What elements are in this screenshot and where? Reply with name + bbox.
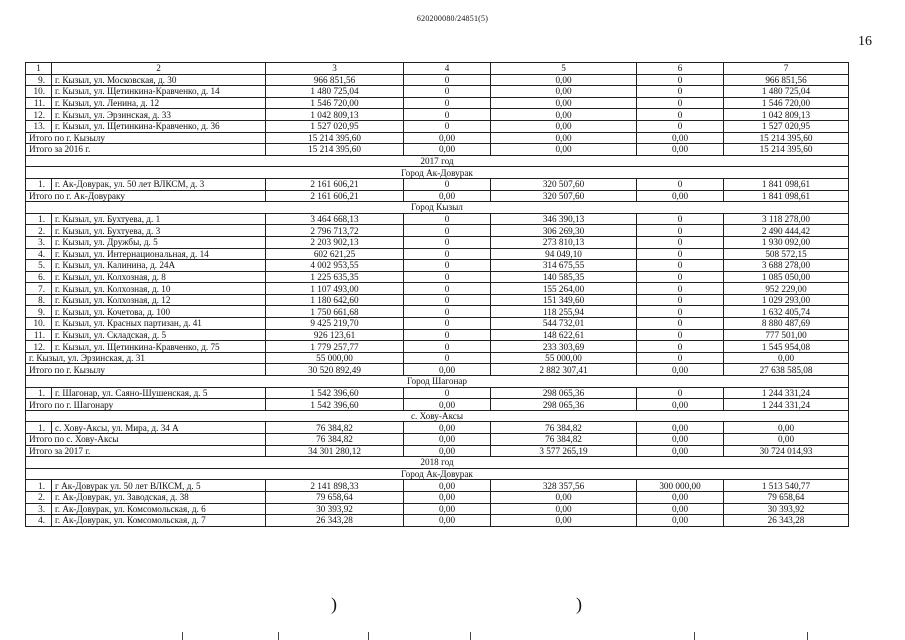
total-cell: 2 161 606,21 — [266, 190, 404, 202]
total-row — [26, 434, 849, 446]
total-cell: 55 000,00 — [491, 352, 637, 364]
amount-cell: 140 585,35 — [491, 271, 637, 283]
table-row — [26, 515, 849, 527]
total-cell: 0,00 — [404, 434, 491, 446]
section-title: Город Ак-Довурак — [26, 167, 849, 179]
row-number: 3. — [26, 503, 52, 515]
address-cell: г. Кызыл, ул. Кочетова, д. 100 — [52, 306, 266, 318]
section-title: с. Хову-Аксы — [26, 410, 849, 422]
total-row — [26, 132, 849, 144]
amount-cell: 300 000,00 — [637, 480, 724, 492]
amount-cell: 0,00 — [404, 491, 491, 503]
address-cell: г. Кызыл, ул. Колхозная, д. 8 — [52, 271, 266, 283]
table-row — [26, 318, 849, 330]
page-number: 16 — [858, 34, 872, 49]
section-header-row — [26, 376, 849, 388]
amount-cell: 1 841 098,61 — [724, 178, 849, 190]
table-row — [26, 503, 849, 515]
amount-cell: 2 161 606,21 — [266, 178, 404, 190]
amount-cell: 306 269,30 — [491, 225, 637, 237]
table-row — [26, 283, 849, 295]
amount-cell: 0 — [637, 271, 724, 283]
col-number: 4 — [404, 63, 491, 75]
row-number: 11. — [26, 97, 52, 109]
total-cell: 0,00 — [404, 144, 491, 156]
amount-cell: 1 513 540,77 — [724, 480, 849, 492]
amount-cell: 0,00 — [491, 86, 637, 98]
address-cell: г. Кызыл, ул. Красных партизан, д. 41 — [52, 318, 266, 330]
amount-cell: 151 349,60 — [491, 294, 637, 306]
amount-cell: 0,00 — [491, 74, 637, 86]
row-number: 13. — [26, 120, 52, 132]
row-number: 1. — [26, 178, 52, 190]
amount-cell: 8 880 487,69 — [724, 318, 849, 330]
amount-cell: 1 042 809,13 — [266, 109, 404, 121]
amount-cell: 1 930 092,00 — [724, 236, 849, 248]
total-cell: 15 214 395,60 — [266, 132, 404, 144]
amount-cell: 0 — [637, 283, 724, 295]
amount-cell: 0 — [404, 341, 491, 353]
address-cell: г. Ак-Довурак, ул. Комсомольская, д. 7 — [52, 515, 266, 527]
table-row — [26, 213, 849, 225]
amount-cell: 0 — [637, 306, 724, 318]
amount-cell: 1 546 720,00 — [724, 97, 849, 109]
amount-cell: 0,00 — [404, 515, 491, 527]
row-number: 2. — [26, 225, 52, 237]
address-cell: г. Кызыл, ул. Складская, д. 5 — [52, 329, 266, 341]
address-cell: г. Ак-Довурак, ул. 50 лет ВЛКСМ, д. 3 — [52, 178, 266, 190]
total-cell: 0,00 — [637, 190, 724, 202]
amount-cell: 2 490 444,42 — [724, 225, 849, 237]
amount-cell: 0 — [404, 248, 491, 260]
amount-cell: 155 264,00 — [491, 283, 637, 295]
amount-cell: 0,00 — [491, 491, 637, 503]
amount-cell: 0 — [404, 387, 491, 399]
table-row — [26, 178, 849, 190]
table-row — [26, 109, 849, 121]
address-cell: г. Ак-Довурак, ул. Заводская, д. 38 — [52, 491, 266, 503]
amount-cell: 1 042 809,13 — [724, 109, 849, 121]
total-cell: 15 214 395,60 — [724, 144, 849, 156]
address-cell: г. Кызыл, ул. Дружбы, д. 5 — [52, 236, 266, 248]
table-row — [26, 480, 849, 492]
amount-cell: 0 — [404, 283, 491, 295]
amount-cell: 3 118 278,00 — [724, 213, 849, 225]
amount-cell: 0 — [404, 236, 491, 248]
edge-tick — [470, 632, 471, 640]
amount-cell: 30 393,92 — [724, 503, 849, 515]
amount-cell: 1 029 293,00 — [724, 294, 849, 306]
edge-tick — [694, 632, 695, 640]
amount-cell: 79 658,64 — [724, 491, 849, 503]
amount-cell: 508 572,15 — [724, 248, 849, 260]
amount-cell: 0 — [637, 236, 724, 248]
edge-tick — [182, 632, 183, 640]
section-header-row — [26, 457, 849, 469]
handwritten-mark: ) — [576, 594, 582, 614]
amount-cell: 4 002 953,55 — [266, 260, 404, 272]
amount-cell: 273 810,13 — [491, 236, 637, 248]
total-row — [26, 352, 849, 364]
section-header-row — [26, 410, 849, 422]
amount-cell: 0 — [404, 120, 491, 132]
total-cell: 3 577 265,19 — [491, 445, 637, 457]
row-number: 11. — [26, 329, 52, 341]
amount-cell: 298 065,36 — [491, 387, 637, 399]
amount-cell: 1 180 642,60 — [266, 294, 404, 306]
amount-cell: 0,00 — [637, 515, 724, 527]
table-row — [26, 236, 849, 248]
amount-cell: 1 480 725,04 — [266, 86, 404, 98]
amount-cell: 0 — [404, 260, 491, 272]
total-cell: 0 — [637, 352, 724, 364]
table-row — [26, 120, 849, 132]
total-cell: 298 065,36 — [491, 399, 637, 411]
edge-tick — [278, 632, 279, 640]
total-cell: 320 507,60 — [491, 190, 637, 202]
amount-cell: 544 732,01 — [491, 318, 637, 330]
row-number: 9. — [26, 74, 52, 86]
amount-cell: 3 464 668,13 — [266, 213, 404, 225]
total-cell: 27 638 585,08 — [724, 364, 849, 376]
table-row — [26, 260, 849, 272]
amount-cell: 148 622,61 — [491, 329, 637, 341]
amount-cell: 0 — [404, 271, 491, 283]
total-label: Итого за 2017 г. — [26, 445, 266, 457]
total-label: Итого по г. Шагонару — [26, 399, 266, 411]
amount-cell: 328 357,56 — [491, 480, 637, 492]
address-cell: г. Кызыл, ул. Интернациональная, д. 14 — [52, 248, 266, 260]
total-label: Итого по г. Ак-Довураку — [26, 190, 266, 202]
table-row — [26, 306, 849, 318]
amount-cell: 1 107 493,00 — [266, 283, 404, 295]
address-cell: г. Кызыл, ул. Бухтуева, д. 1 — [52, 213, 266, 225]
total-cell: 55 000,00 — [266, 352, 404, 364]
table-row — [26, 271, 849, 283]
amount-cell: 0 — [404, 109, 491, 121]
section-header-row — [26, 468, 849, 480]
row-number: 10. — [26, 86, 52, 98]
address-cell: г Ак-Довурак ул. 50 лет ВЛКСМ, д. 5 — [52, 480, 266, 492]
amount-cell: 1 779 257,77 — [266, 341, 404, 353]
amount-cell: 2 141 898,33 — [266, 480, 404, 492]
total-row — [26, 190, 849, 202]
total-label: Итого по г. Кызылу — [26, 132, 266, 144]
amount-cell: 1 632 405,74 — [724, 306, 849, 318]
section-title: Город Ак-Довурак — [26, 468, 849, 480]
amount-cell: 1 750 661,68 — [266, 306, 404, 318]
amount-cell: 1 546 720,00 — [266, 97, 404, 109]
amount-cell: 1 225 635,35 — [266, 271, 404, 283]
amount-cell: 0 — [404, 74, 491, 86]
amount-cell: 0 — [637, 74, 724, 86]
amount-cell: 346 390,13 — [491, 213, 637, 225]
table-body — [26, 63, 849, 527]
row-number: 3. — [26, 236, 52, 248]
amount-cell: 0 — [404, 97, 491, 109]
amount-cell: 952 229,00 — [724, 283, 849, 295]
address-cell: г. Кызыл, ул. Московская, д. 30 — [52, 74, 266, 86]
col-number: 6 — [637, 63, 724, 75]
total-label: Итого по г. Кызылу — [26, 364, 266, 376]
total-label: г. Кызыл, ул. Эрзинская, д. 31 — [26, 352, 266, 364]
amount-cell: 1 527 020,95 — [724, 120, 849, 132]
total-cell: 2 882 307,41 — [491, 364, 637, 376]
amount-cell: 118 255,94 — [491, 306, 637, 318]
amount-cell: 9 425 219,70 — [266, 318, 404, 330]
section-header-row — [26, 202, 849, 214]
amount-cell: 0,00 — [404, 422, 491, 434]
total-cell: 15 214 395,60 — [266, 144, 404, 156]
amount-cell: 0 — [404, 213, 491, 225]
total-cell: 1 542 396,60 — [266, 399, 404, 411]
total-row — [26, 445, 849, 457]
amount-cell: 2 203 902,13 — [266, 236, 404, 248]
row-number: 1. — [26, 213, 52, 225]
amount-cell: 0,00 — [491, 515, 637, 527]
amount-cell: 1 244 331,24 — [724, 387, 849, 399]
address-cell: г. Кызыл, ул. Ленина, д. 12 — [52, 97, 266, 109]
total-cell: 0,00 — [491, 132, 637, 144]
table-row — [26, 491, 849, 503]
amount-cell: 0,00 — [404, 503, 491, 515]
total-cell: 0,00 — [724, 352, 849, 364]
amount-cell: 966 851,56 — [266, 74, 404, 86]
amount-cell: 602 621,25 — [266, 248, 404, 260]
total-cell: 0,00 — [404, 445, 491, 457]
amount-cell: 0 — [637, 97, 724, 109]
amount-cell: 0,00 — [491, 120, 637, 132]
row-number: 8. — [26, 294, 52, 306]
total-cell: 0,00 — [404, 399, 491, 411]
row-number: 4. — [26, 515, 52, 527]
address-cell: с. Хову-Аксы, ул. Мира, д. 34 А — [52, 422, 266, 434]
total-cell: 0,00 — [404, 132, 491, 144]
amount-cell: 0 — [637, 260, 724, 272]
section-title: 2018 год — [26, 457, 849, 469]
amount-cell: 0,00 — [404, 480, 491, 492]
amount-cell: 0 — [404, 225, 491, 237]
amount-cell: 0 — [637, 294, 724, 306]
amount-cell: 0,00 — [724, 422, 849, 434]
total-row — [26, 144, 849, 156]
edge-tick — [368, 632, 369, 640]
total-cell: 0,00 — [637, 399, 724, 411]
amount-cell: 0,00 — [491, 97, 637, 109]
total-cell: 0,00 — [637, 445, 724, 457]
amount-cell: 0 — [404, 178, 491, 190]
amount-cell: 1 480 725,04 — [724, 86, 849, 98]
data-table — [25, 62, 849, 527]
col-number: 2 — [52, 63, 266, 75]
col-number: 3 — [266, 63, 404, 75]
total-cell: 30 724 014,93 — [724, 445, 849, 457]
amount-cell: 233 303,69 — [491, 341, 637, 353]
amount-cell: 0,00 — [637, 422, 724, 434]
amount-cell: 26 343,28 — [724, 515, 849, 527]
amount-cell: 0 — [637, 109, 724, 121]
total-cell: 0,00 — [724, 434, 849, 446]
row-number: 12. — [26, 341, 52, 353]
amount-cell: 0,00 — [637, 491, 724, 503]
table-row — [26, 248, 849, 260]
address-cell: г. Кызыл, ул. Бухтуева, д. 3 — [52, 225, 266, 237]
amount-cell: 0 — [404, 294, 491, 306]
total-cell: 1 841 098,61 — [724, 190, 849, 202]
row-number: 4. — [26, 248, 52, 260]
amount-cell: 0 — [637, 86, 724, 98]
amount-cell: 0 — [637, 225, 724, 237]
amount-cell: 0 — [404, 329, 491, 341]
amount-cell: 0 — [637, 248, 724, 260]
row-number: 9. — [26, 306, 52, 318]
table-row — [26, 422, 849, 434]
amount-cell: 966 851,56 — [724, 74, 849, 86]
address-cell: г. Кызыл, ул. Щетинкина-Кравченко, д. 75 — [52, 341, 266, 353]
total-cell: 0,00 — [491, 144, 637, 156]
amount-cell: 0 — [404, 86, 491, 98]
total-cell: 15 214 395,60 — [724, 132, 849, 144]
total-cell: 76 384,82 — [266, 434, 404, 446]
row-number: 6. — [26, 271, 52, 283]
column-number-row — [26, 63, 849, 75]
amount-cell: 0 — [637, 178, 724, 190]
edge-tick — [807, 632, 808, 640]
row-number: 2. — [26, 491, 52, 503]
total-cell: 0,00 — [404, 364, 491, 376]
table-row — [26, 294, 849, 306]
table-row — [26, 74, 849, 86]
total-row — [26, 364, 849, 376]
section-header-row — [26, 155, 849, 167]
total-cell: 76 384,82 — [491, 434, 637, 446]
address-cell: г. Кызыл, ул. Калинина, д. 24А — [52, 260, 266, 272]
amount-cell: 0 — [404, 306, 491, 318]
amount-cell: 26 343,28 — [266, 515, 404, 527]
row-number: 1. — [26, 480, 52, 492]
total-cell: 0,00 — [637, 434, 724, 446]
amount-cell: 0 — [637, 120, 724, 132]
amount-cell: 0 — [637, 318, 724, 330]
amount-cell: 1 545 954,08 — [724, 341, 849, 353]
section-title: 2017 год — [26, 155, 849, 167]
amount-cell: 1 542 396,60 — [266, 387, 404, 399]
section-header-row — [26, 167, 849, 179]
total-label: Итого за 2016 г. — [26, 144, 266, 156]
section-title: Город Шагонар — [26, 376, 849, 388]
amount-cell: 76 384,82 — [266, 422, 404, 434]
amount-cell: 926 123,61 — [266, 329, 404, 341]
table-row — [26, 329, 849, 341]
amount-cell: 76 384,82 — [491, 422, 637, 434]
address-cell: г. Кызыл, ул. Щетинкина-Кравченко, д. 14 — [52, 86, 266, 98]
amount-cell: 0,00 — [637, 503, 724, 515]
col-number: 1 — [26, 63, 52, 75]
total-row — [26, 399, 849, 411]
total-cell: 30 520 892,49 — [266, 364, 404, 376]
section-title: Город Кызыл — [26, 202, 849, 214]
amount-cell: 94 049,10 — [491, 248, 637, 260]
address-cell: г. Кызыл, ул. Колхозная, д. 10 — [52, 283, 266, 295]
total-cell: 0,00 — [404, 190, 491, 202]
address-cell: г. Кызыл, ул. Эрзинская, д. 33 — [52, 109, 266, 121]
table-row — [26, 341, 849, 353]
address-cell: г. Кызыл, ул. Колхозная, д. 12 — [52, 294, 266, 306]
amount-cell: 1 527 020,95 — [266, 120, 404, 132]
amount-cell: 79 658,64 — [266, 491, 404, 503]
amount-cell: 0 — [404, 318, 491, 330]
address-cell: г. Кызыл, ул. Щетинкина-Кравченко, д. 36 — [52, 120, 266, 132]
amount-cell: 0 — [637, 213, 724, 225]
amount-cell: 2 796 713,72 — [266, 225, 404, 237]
address-cell: г. Шагонар, ул. Саяно-Шушенская, д. 5 — [52, 387, 266, 399]
row-number: 1. — [26, 387, 52, 399]
table-row — [26, 86, 849, 98]
total-cell: 1 244 331,24 — [724, 399, 849, 411]
amount-cell: 320 507,60 — [491, 178, 637, 190]
amount-cell: 777 501,00 — [724, 329, 849, 341]
table-row — [26, 387, 849, 399]
table-row — [26, 97, 849, 109]
row-number: 7. — [26, 283, 52, 295]
total-cell: 0,00 — [637, 364, 724, 376]
address-cell: г. Ак-Довурак, ул. Комсомольская, д. 6 — [52, 503, 266, 515]
col-number: 7 — [724, 63, 849, 75]
row-number: 12. — [26, 109, 52, 121]
total-cell: 0,00 — [637, 144, 724, 156]
col-number: 5 — [491, 63, 637, 75]
total-cell: 0,00 — [637, 132, 724, 144]
amount-cell: 0 — [637, 341, 724, 353]
total-label: Итого по с. Хову-Аксы — [26, 434, 266, 446]
table-row — [26, 225, 849, 237]
amount-cell: 3 688 278,00 — [724, 260, 849, 272]
amount-cell: 314 675,55 — [491, 260, 637, 272]
amount-cell: 0,00 — [491, 109, 637, 121]
amount-cell: 30 393,92 — [266, 503, 404, 515]
document-id: 620200080/24851(5) — [416, 14, 489, 23]
row-number: 10. — [26, 318, 52, 330]
amount-cell: 0 — [637, 329, 724, 341]
total-cell: 0 — [404, 352, 491, 364]
amount-cell: 0 — [637, 387, 724, 399]
total-cell: 34 301 280,12 — [266, 445, 404, 457]
row-number: 1. — [26, 422, 52, 434]
amount-cell: 0,00 — [491, 503, 637, 515]
row-number: 5. — [26, 260, 52, 272]
handwritten-mark: ) — [331, 594, 337, 614]
amount-cell: 1 085 050,00 — [724, 271, 849, 283]
